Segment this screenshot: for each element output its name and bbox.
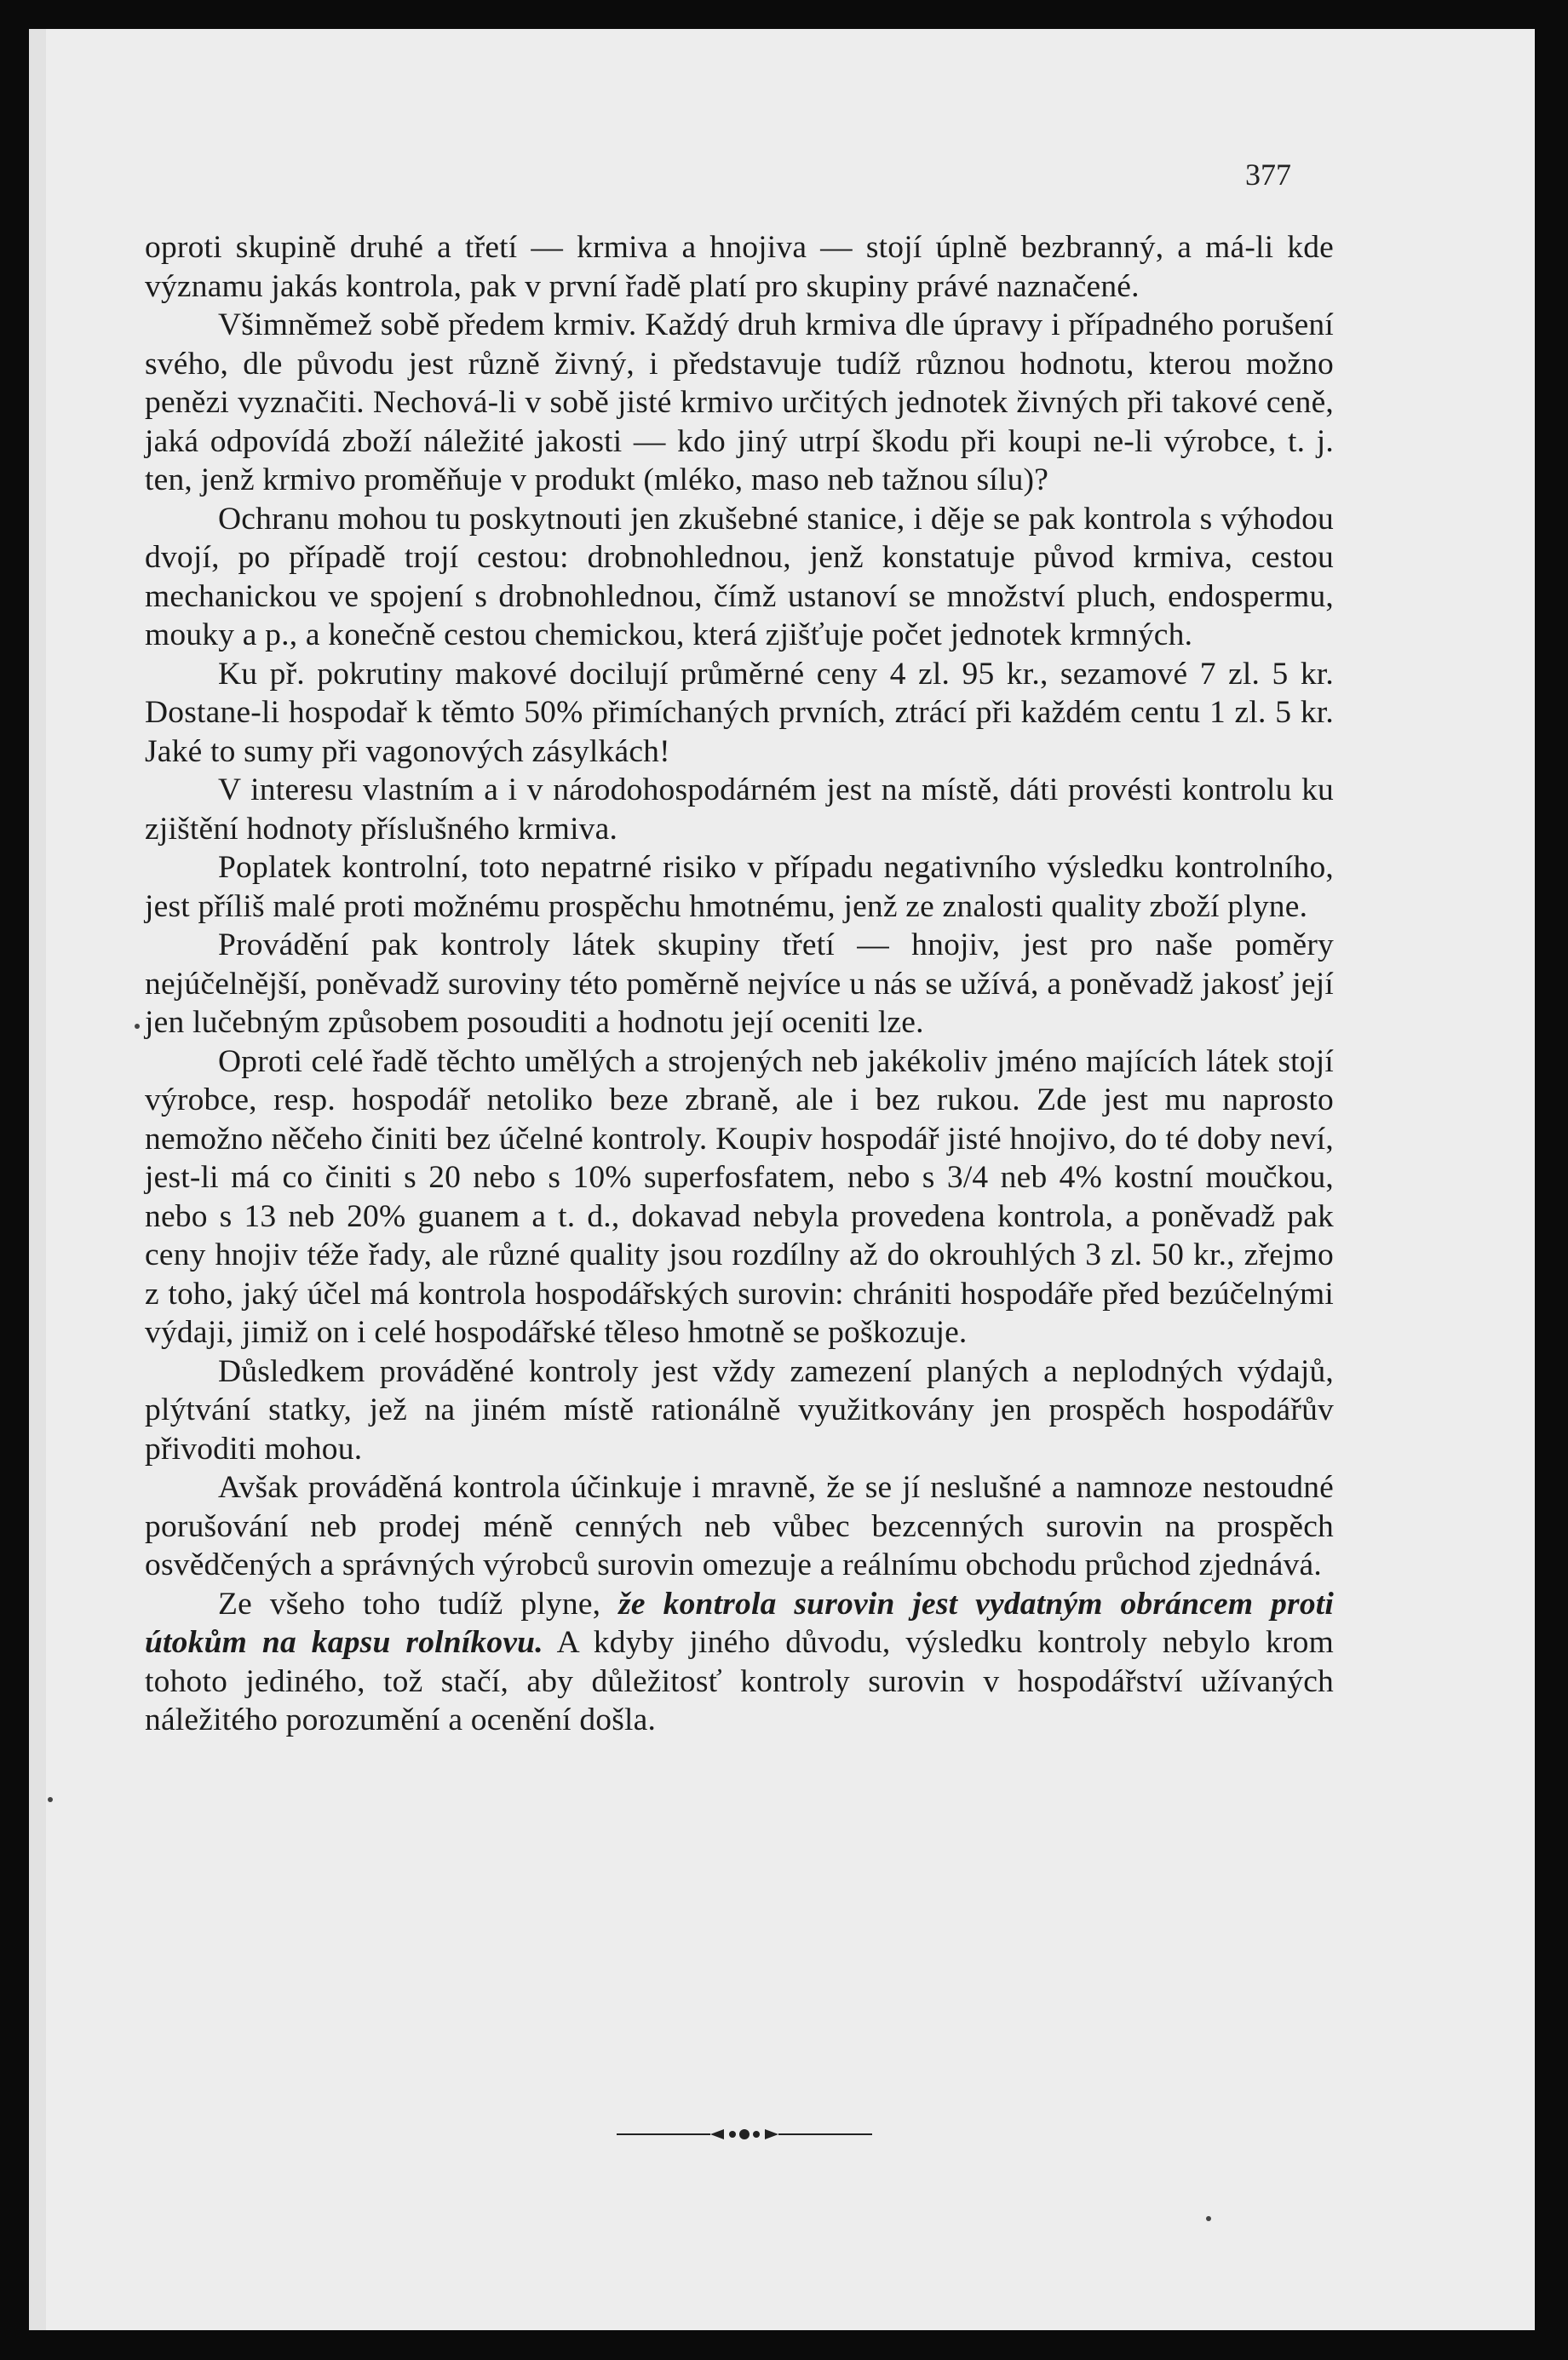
margin-speck xyxy=(135,1024,140,1029)
paragraph-11-tail: A kdyby jiného důvodu, výsledku kontroly nebylo krom tohoto jediného, tož stačí, aby důležitosť kontroly surovin v hospodářství užívaných náležitého porozumění a ocenění došla. xyxy=(145,1625,1334,1737)
paragraph-11-emphasis: že kontrola surovin jest vydatným obráncem proti útokům na kapsu rolníkovu. xyxy=(145,1586,1335,1660)
paragraph-11 xyxy=(145,1585,1334,1740)
paragraph-6: Poplatek kontrolní, toto nepatrné risiko v případu negativního výsledku kontrolního, jest příliš malé proti možnému prospěchu hmotnému, jenž ze znalosti quality zboží plyne. xyxy=(145,850,1334,924)
paragraph-11-lead: Ze všeho toho tudíž plyne, xyxy=(218,1586,619,1622)
end-ornament-icon xyxy=(617,2126,872,2143)
paragraph-10: Avšak prováděná kontrola účinkuje i mravně, že se jí neslušné a namnoze nestoudné porušování neb prodej méně cenných neb vůbec bezcenných surovin na prospěch osvědčených a správných výrobců surovin omezuje a reálnímu obchodu průchod zjednává. xyxy=(145,1470,1334,1582)
paragraph-8: Oproti celé řadě těchto umělých a strojených neb jakékoliv jméno majících látek stojí výrobce, resp. hospodář netoliko beze zbraně, ale i bez rukou. Zde jest mu naprosto nemožno něčeho činiti bez účelné kontroly. Koupiv hospodář jisté hnojivo, do té doby neví, jest-li má co činiti s 20 nebo s 10% superfosfatem, nebo s 3/4 neb 4% kostní moučkou, nebo s 13 neb 20% guanem a t. d., dokavad nebyla provedena kontrola, a poněvadž pak ceny hnojiv téže řady, ale různé quality jsou rozdílny až do okrouhlých 3 zl. 50 kr., zřejmo z toho, jaký účel má kontrola hospodářských surovin: chrániti hospodáře před bezúčelnými výdaji, jimiž on i celé hospodářské těleso hmotně se poškozuje. xyxy=(145,1043,1334,1350)
paragraph-2: Všimněmež sobě předem krmiv. Každý druh krmiva dle úpravy i případného porušení svého, dle původu jest různě živný, i představuje tudíž různou hodnotu, kterou možno penězi vyznačiti. Nechová-li v sobě jisté krmivo určitých jednotek živných při takové ceně, jaká odpovídá zboží náležité jakosti — kdo jiný utrpí škodu při koupi ne-li výrobce, t. j. ten, jenž krmivo proměňuje v produkt (mléko, maso neb tažnou sílu)? xyxy=(145,307,1334,497)
paragraph-1: oproti skupině druhé a třetí — krmiva a hnojiva — stojí úplně bezbranný, a má-li kde významu jakás kontrola, pak v první řadě platí pro skupiny právé naznačené. xyxy=(145,230,1334,304)
page-edge-strip xyxy=(29,29,46,2330)
page-number: 377 xyxy=(1245,158,1291,192)
paragraph-7: Provádění pak kontroly látek skupiny třetí — hnojiv, jest pro naše poměry nejúčelnější, poněvadž suroviny této poměrně nejvíce u nás se užívá, a poněvadž jakosť její jen lučebným způsobem posouditi a hodnotu její oceniti lze. xyxy=(145,927,1334,1040)
paragraph-3: Ochranu mohou tu poskytnouti jen zkušebné stanice, i děje se pak kontrola s výhodou dvojí, po případě trojí cestou: drobnohlednou, jenž konstatuje původ krmiva, cestou mechanickou ve spojení s drobnohlednou, čímž ustanoví se množství pluch, endospermu, mouky a p., a konečně cestou chemickou, která zjišťuje počet jednotek krmných. xyxy=(145,501,1334,652)
scanned-page xyxy=(29,29,1535,2330)
paragraph-9: Důsledkem prováděné kontroly jest vždy zamezení planých a neplodných výdajů, plýtvání statky, jež na jiném místě rationálně využitkovány jen prospěch hospodářův přivoditi mohou. xyxy=(145,1353,1334,1467)
margin-speck xyxy=(48,1797,53,1802)
body-text xyxy=(145,228,1334,1740)
paragraph-4: Ku př. pokrutiny makové docilují průměrné ceny 4 zl. 95 kr., sezamové 7 zl. 5 kr. Dostane-li hospodař k těmto 50% přimíchaných prvních, ztrácí při každém centu 1 zl. 5 kr. Jaké to sumy při vagonových zásylkách! xyxy=(145,656,1334,769)
margin-speck xyxy=(1206,2216,1211,2221)
paragraph-5: V interesu vlastním a i v národohospodárném jest na místě, dáti provésti kontrolu ku zjištění hodnoty příslušného krmiva. xyxy=(145,772,1334,847)
